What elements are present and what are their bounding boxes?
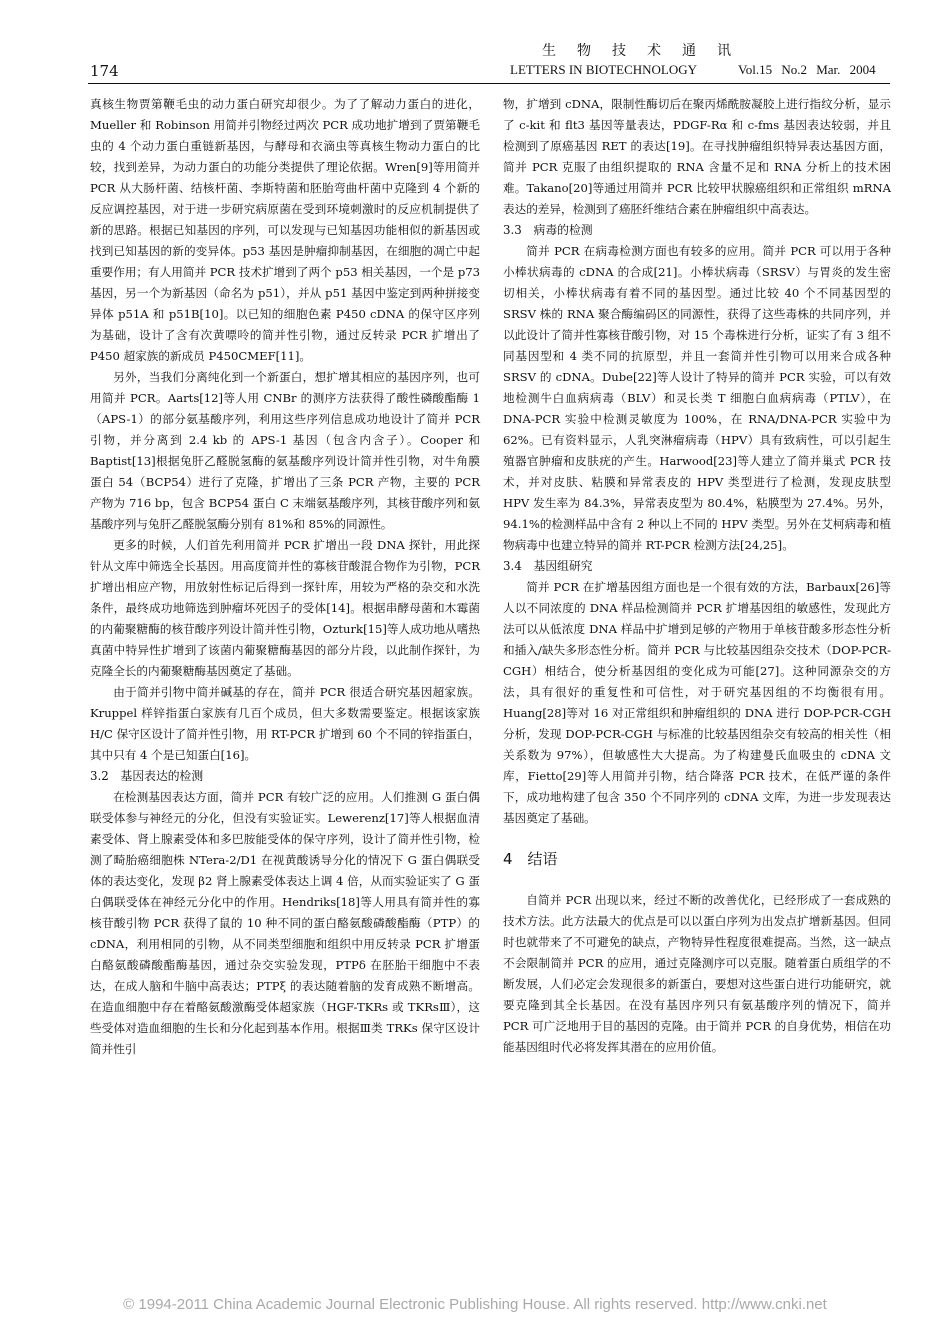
left-column: [90, 94, 480, 1060]
journal-volume-info: Vol.15 No.2 Mar. 2004: [738, 62, 876, 77]
header-divider: [88, 83, 890, 84]
left-paragraph-3: 更多的时候，人们首先利用简并 PCR 扩增出一段 DNA 探针，用此探针从文库中筛选全长基因。用高度简并性的寡核苷酸混合物作为引物，PCR 扩增出相应产物，用放射性标记后得到一探针库，用较为严格的杂交和水洗条件，最终成功地筛选到肿瘤坏死因子的受体[14]。根据串酵母菌和木霉菌的内葡聚糖酶的核苷酸序列设计简并性引物，Ozturk[15]等人成功地从嗜热真菌中特异性扩增到了该菌内葡聚糖酶基因的部分片段，以此制作探针，为克隆全长的内葡聚糖酶基因奠定了基础。: [90, 538, 480, 678]
section-heading-3-2: 3.2 基因表达的检测: [90, 769, 204, 783]
section-heading-4: 4 结语: [503, 850, 558, 868]
left-paragraph-4: 由于简并引物中简并碱基的存在，简并 PCR 很适合研究基因超家族。Kruppel 样锌指蛋白家族有几百个成员，但大多数需要鉴定。根据该家族 H/C 保守区设计了简并性引物，用 RT-PCR 扩增到 60 个不同的锌指蛋白，其中只有 4 个是已知蛋白[16]。: [90, 685, 480, 762]
right-paragraph-3: 简并 PCR 在扩增基因组方面也是一个很有效的方法，Barbaux[26]等人以不同浓度的 DNA 样品检测简并 PCR 扩增基因组的敏感性，发现此方法可以从低浓度 DNA 样品中扩增到足够的产物用于单核苷酸多形态性分析和插入/缺失多形态性分析。简并 PCR 与比较基因组杂交技术（DOP-PCR-CGH）相结合，使分析基因组的变化成为可能[27]。这种同源杂交的方法，具有很好的重复性和可信性，对于研究基因组的不均衡很有用。Huang[28]等对 16 对正常组织和肿瘤组织的 DNA 进行 DOP-PCR-CGH 分析，发现 DOP-PCR-CGH 与标准的比较基因组杂交有较高的相关性（相关系数为 97%），但敏感性大大提高。为了构建曼氏血吸虫的 cDNA 文库，Fietto[29]等人用简并引物，结合降落 PCR 技术，在低严谨的条件下，成功地构建了包含 350 个不同序列的 cDNA 文库，为进一步发现表达基因奠定了基础。: [503, 580, 891, 825]
right-paragraph-4: 自简并 PCR 出现以来，经过不断的改善优化，已经形成了一套成熟的技术方法。此方法最大的优点是可以以蛋白序列为出发点扩增新基因。但同时也就带来了不可避免的缺点，产物特异性程度很难提高。当然，这一缺点不会限制简并 PCR 的应用，通过克隆测序可以克服。随着蛋白质组学的不断发展，人们必定会发现很多的新蛋白，要想对这些蛋白进行功能研究，就要克隆到其全长基因。在没有基因序列只有氨基酸序列的情况下，简并 PCR 可广泛地用于目的基因的克隆。由于简并 PCR 的自身优势，相信在功能基因组时代必将发挥其潜在的应用价值。: [503, 893, 891, 1054]
right-paragraph-2: 简并 PCR 在病毒检测方面也有较多的应用。简并 PCR 可以用于各种小棒状病毒的 cDNA 的合成[21]。小棒状病毒（SRSV）与胃炎的发生密切相关，小棒状病毒有着不同的基因型。通过比较 40 个不同基因型的 SRSV 株的 RNA 聚合酶编码区的同源性，获得了这些毒株的共同序列，并以此设计了简并性寡核苷酸引物，对 15 个毒株进行分析，证实了有 3 组不同基因型和 4 类不同的抗原型，并且一套简并性引物可以用来合成各种 SRSV 的 cDNA。Dube[22]等人设计了特异的简并 PCR 实验，可以有效地检测牛白血病病毒（BLV）和灵长类 T 细胞白血病病毒（PTLV），在 DNA-PCR 实验中检测灵敏度为 100%，在 RNA/DNA-PCR 实验中为 62%。已有资料显示，人乳突淋瘤病毒（HPV）具有致病性，可以引起生殖器官肿瘤和皮肤疣的产生。Harwood[23]等人建立了简并巢式 PCR 技术，并对皮肤、粘膜和异常表皮的 HPV 类型进行了检测，发现皮肤型 HPV 发生率为 84.3%，异常表皮型为 80.4%，粘膜型为 27.4%。另外，94.1%的检测样品中含有 2 种以上不同的 HPV 类型。另外在艾柯病毒和植物病毒中也建立特异的简并 RT-PCR 检测方法[24,25]。: [503, 244, 891, 552]
left-paragraph-5: 在检测基因表达方面，简并 PCR 有较广泛的应用。人们推测 G 蛋白偶联受体参与神经元的分化，但没有实验证实。Lewerenz[17]等人根据血清素受体、肾上腺素受体和多巴胺能受体的保守序列，设计了简并性引物，检测了畸胎癌细胞株 NTera-2/D1 在视黄酸诱导分化的情况下 G 蛋白偶联受体的表达变化，发现 β2 肾上腺素受体表达上调 4 倍，从而实验证实了 G 蛋白偶联受体在神经元分化中的作用。Hendriks[18]等人用具有简并性的寡核苷酸引物 PCR 获得了鼠的 10 种不同的蛋白酪氨酸磷酸酯酶（PTP）的 cDNA，利用相同的引物，从不同类型细胞和组织中用反转录 PCR 扩增蛋白酪氨酸磷酸酯酶基因，通过杂交实验发现，PTPδ 在胚胎干细胞中不表达，在成人脑和牛脑中高表达；PTPξ 的表达随着脑的发育成熟不断增高。在造血细胞中存在着酪氨酸激酶受体超家族（HGF-TKRs 或 TKRsⅢ），这些受体对造血细胞的生长和分化起到基本作用。根据Ⅲ类 TRKs 保守区设计简并性引: [90, 790, 480, 1056]
page-number: 174: [90, 62, 119, 80]
section-heading-3-3: 3.3 病毒的检测: [503, 223, 593, 237]
right-paragraph-1: 物，扩增到 cDNA，限制性酶切后在聚丙烯酰胺凝胶上进行指纹分析，显示了 c-kit 和 flt3 基因等量表达，PDGF-Rα 和 c-fms 基因表达较弱，并且检测到了原癌基因 RET 的表达[19]。在寻找肿瘤组织特异表达基因方面，简并 PCR 克服了由组织提取的 RNA 含量不足和 RNA 分析上的技术困难。Takano[20]等通过用简并 PCR 比较甲状腺癌组织和正常组织 mRNA 表达的差异，检测到了癌胚纤维结合素在肿瘤组织中高表达。: [503, 97, 891, 216]
left-paragraph-2: 另外，当我们分离纯化到一个新蛋白，想扩增其相应的基因序列，也可用简并 PCR。Aarts[12]等人用 CNBr 的测序方法获得了酸性磷酸酯酶 1（APS-1）的部分氨基酸序列，利用这些序列信息成功地设计了简并 PCR 引物，并分离到 2.4 kb 的 APS-1 基因（包含内含子）。Cooper 和 Baptist[13]根据兔肝乙醛脱氢酶的氨基酸序列设计简并性引物，对牛角膜蛋白 54（BCP54）进行了克隆，扩增出了三条 PCR 产物，主要的 PCR 产物为 716 bp，包含 BCP54 蛋白 C 末端氨基酸序列，其核苷酸序列和氨基酸序列与兔肝乙醛脱氢酶分别有 81%和 85%的同源性。: [90, 370, 480, 531]
left-paragraph-1: 真核生物贾第鞭毛虫的动力蛋白研究却很少。为了了解动力蛋白的进化，Mueller 和 Robinson 用简并引物经过两次 PCR 成功地扩增到了贾第鞭毛虫的 4 个动力蛋白重链新基因，与酵母和衣滴虫等真核生物动力蛋白的比较，找到差异，为动力蛋白的功能分类提供了理论依据。Wren[9]等用简并 PCR 从大肠杆菌、结核杆菌、李斯特菌和胚胎弯曲杆菌中克隆到 4 个新的反应调控基因，对于进一步研究病原菌在受到环境刺激时的反应机制提供了新的思路。根据已知基因的序列，可以发现与已知基因功能相似的新基因或找到已知基因的新的变异体。p53 基因是肿瘤抑制基因，在细胞的凋亡中起重要作用；有人用简并 PCR 技术扩增到了两个 p53 相关基因，一个是 p73 基因，另一个为新基因（命名为 p51），并从 p51 基因中鉴定到两种拼接变异体 p51A 和 p51B[10]。以已知的细胞色素 P450 cDNA 的保守区序列为基础，设计了含有次黄嘌呤的简并性引物，通过反转录 PCR 扩增出了 P450 超家族的新成员 P450CMEF[11]。: [90, 97, 480, 363]
journal-title-english: LETTERS IN BIOTECHNOLOGY: [510, 62, 698, 77]
section-heading-3-4: 3.4 基因组研究: [503, 559, 593, 573]
copyright-footer: © 1994-2011 China Academic Journal Electronic Publishing House. All rights reserved. http://www.cnki.net: [123, 1296, 827, 1313]
journal-title-chinese: 生物技术通讯: [542, 43, 752, 59]
right-column: [503, 94, 891, 1058]
